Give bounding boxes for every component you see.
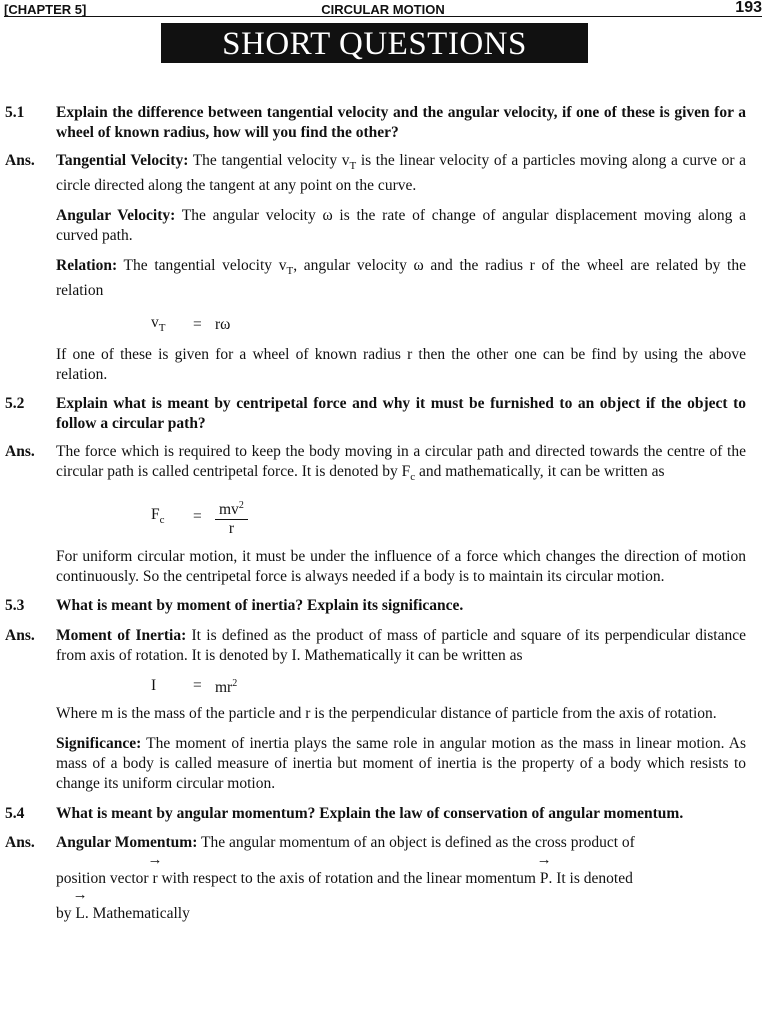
answer-label: Ans. (5, 152, 35, 169)
question-number: 5.4 (5, 805, 25, 823)
answer-body (56, 442, 746, 587)
question-text: Explain the difference between tangential velocity and the angular velocity, if one of these is given for a wheel of known radius, how will you find the other? (56, 104, 746, 141)
question-5-2 (5, 394, 746, 434)
answer-label: Ans. (5, 443, 35, 461)
answer-5-2 (5, 442, 746, 587)
relation-para: Relation: The tangential velocity $v_T$, angular velocity ω and the radius r of the wheel are related by the relation (56, 257, 746, 300)
equation-fc: $F_c$ = $\frac{mv^2}{r}$ (151, 497, 746, 537)
arrow-icon: → (72, 887, 88, 904)
question-5-1 (5, 103, 746, 143)
moment-of-inertia-para: Moment of Inertia: It is defined as the product of mass of particle and square of its perpendicular distance from axis of rotation. It is denoted by I. Mathematically it can be written as (56, 627, 746, 665)
vector-p: → P (536, 852, 552, 888)
tangential-velocity-para: Tangential Velocity: The tangential velocity $v_T$ is the linear velocity of a particles moving along a curve or a circle directed along the tangent at any point on the curve. (56, 152, 746, 195)
answer-label: Ans. (5, 627, 35, 645)
angular-momentum-para: Angular Momentum: The angular momentum of an object is defined as the cross product of (56, 834, 635, 852)
vector-r: → r (147, 852, 163, 888)
questions-content (5, 103, 746, 924)
question-5-3 (5, 596, 746, 616)
answer-body (56, 833, 746, 924)
angular-momentum-line-2: position vector → r with respect to the axis of rotation and the linear momentum → P. It is denoted (56, 852, 633, 888)
equation-i: I = $mr^2$ (151, 677, 238, 697)
question-text: What is meant by angular momentum? Explain the law of conservation of angular momentum. (56, 805, 684, 823)
significance-para: Significance: The moment of inertia plays the same role in angular motion as the mass in linear motion. As mass of a body is called measure of inertia but moment of inertia is the property of a body which resists to change its uniform circular motion. (56, 735, 746, 793)
chapter-title: CIRCULAR MOTION (321, 2, 445, 17)
question-5-4 (5, 804, 746, 824)
where-para: Where m is the mass of the particle and r is the perpendicular distance of particle from the axis of rotation. (56, 705, 717, 723)
answer-body (56, 151, 746, 385)
page-header (4, 0, 762, 17)
answer-body (56, 626, 746, 794)
answer-5-3 (5, 626, 746, 794)
question-text: What is meant by moment of inertia? Explain its significance. (56, 597, 464, 615)
centripetal-definition: The force which is required to keep the body moving in a circular path and directed towards the centre of the circular path is called centripetal force. It is denoted by $F_c$ and mathematically, it can be written as (56, 443, 746, 484)
closing-para: If one of these is given for a wheel of known radius r then the other one can be find by using the above relation. (56, 346, 746, 384)
page-number: 193 (735, 0, 762, 16)
arrow-icon: → (536, 852, 552, 869)
answer-5-1 (5, 151, 746, 385)
arrow-icon: → (147, 852, 163, 869)
question-text: Explain what is meant by centripetal force and why it must be furnished to an object if the object to follow a circular path? (56, 395, 746, 433)
answer-label: Ans. (5, 834, 35, 852)
section-banner: SHORT QUESTIONS (161, 23, 588, 63)
equation-vt: $v_T$ = rω (151, 313, 231, 334)
vector-l: → L (72, 887, 88, 923)
answer-5-4 (5, 833, 746, 924)
chapter-label: [CHAPTER 5] (4, 2, 87, 17)
question-number: 5.3 (5, 597, 25, 615)
angular-momentum-line-3: by → L. Mathematically (56, 887, 190, 923)
uniform-motion-para: For uniform circular motion, it must be under the influence of a force which changes the direction of motion continuously. So the centripetal force is always needed if a body is to maintain its circular motion. (56, 548, 746, 586)
question-number: 5.2 (5, 395, 25, 413)
fraction-mv2-r: $\frac{mv^2}{r}$ (215, 497, 248, 538)
angular-velocity-para: Angular Velocity: The angular velocity ω is the rate of change of angular displacement moving along a curved path. (56, 207, 746, 245)
question-number: 5.1 (5, 104, 25, 121)
